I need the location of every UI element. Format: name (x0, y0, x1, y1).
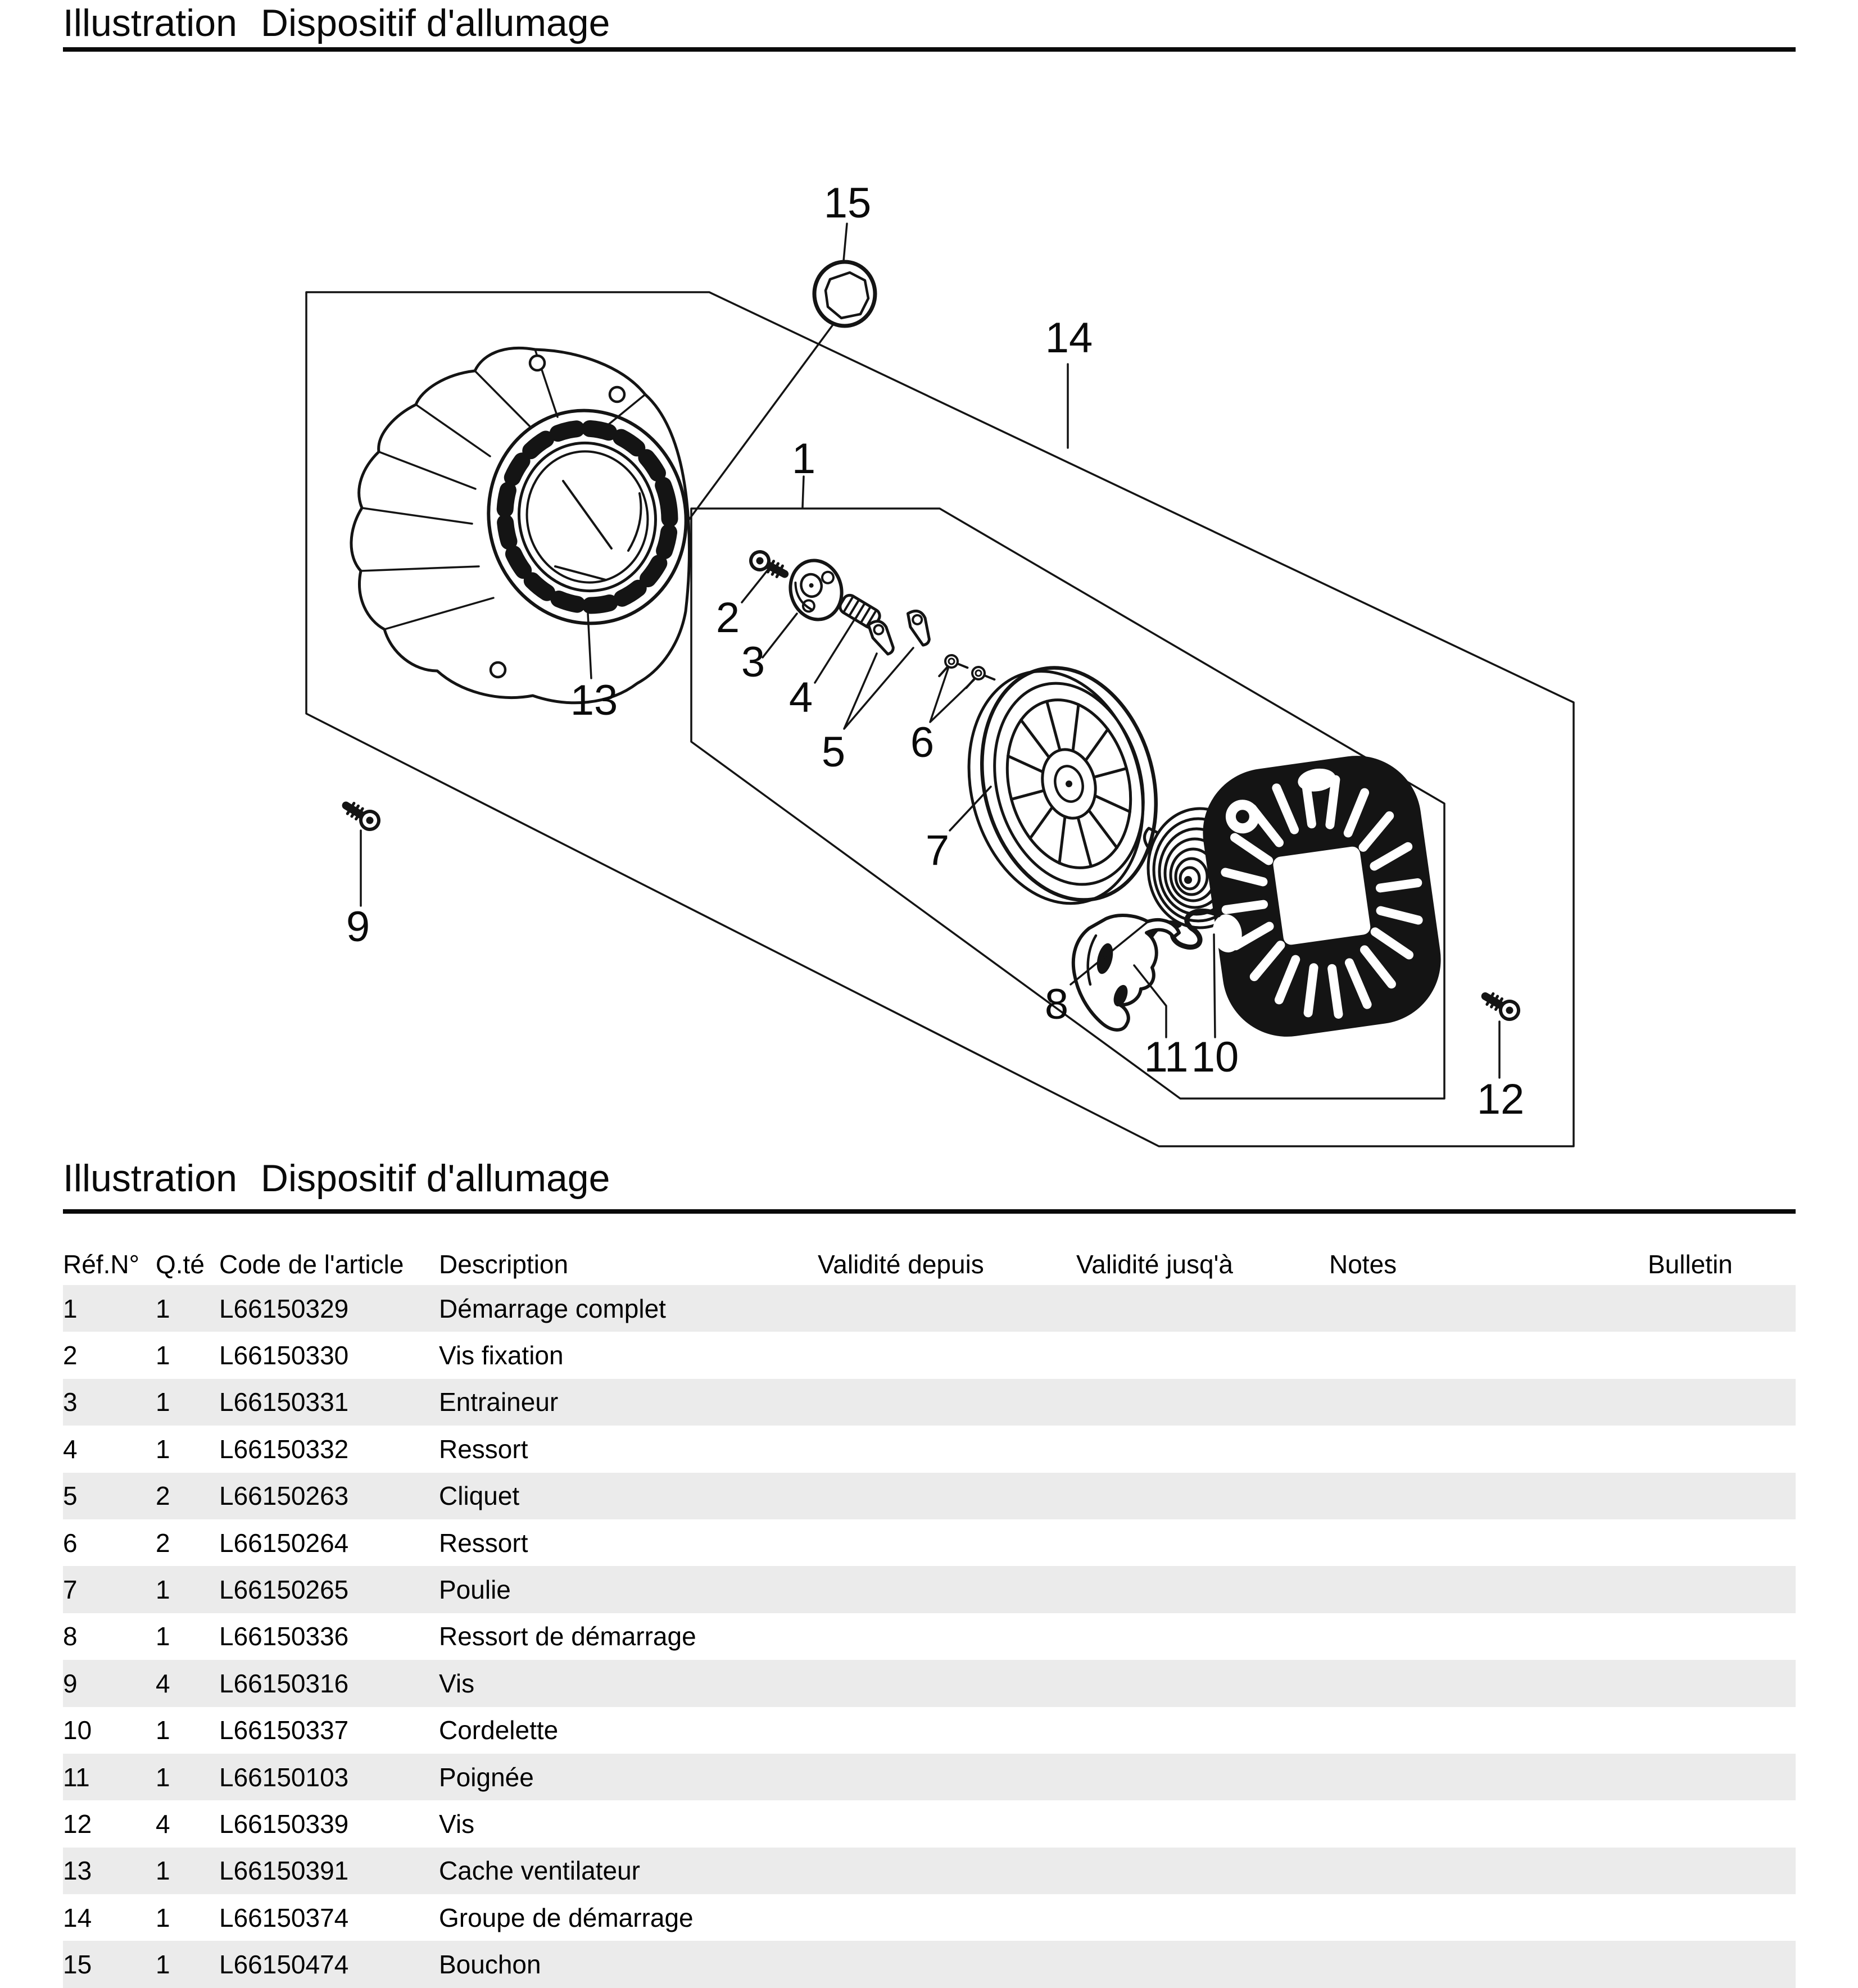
cell-desc: Poignée (439, 1762, 534, 1792)
fan-cover (351, 348, 706, 702)
cell-qty: 1 (156, 1293, 170, 1323)
cell-code: L66150265 (219, 1575, 349, 1605)
section-title-rule (63, 1209, 1796, 1214)
cell-desc: Cordelette (439, 1715, 559, 1745)
table-row (63, 1754, 1796, 1800)
cell-ref: 13 (63, 1856, 92, 1886)
starter-housing (1191, 747, 1449, 1046)
cell-qty: 1 (156, 1715, 170, 1745)
cell-qty: 1 (156, 1387, 170, 1417)
housing-screw (1481, 988, 1522, 1023)
column-header-qty: Q.té (156, 1250, 205, 1279)
cell-desc: Ressort (439, 1528, 528, 1558)
table-header-row (63, 1242, 1796, 1285)
cell-code: L66150391 (219, 1856, 349, 1886)
cell-qty: 4 (156, 1668, 170, 1698)
table-row (63, 1941, 1796, 1987)
cell-code: L66150330 (219, 1341, 349, 1370)
cell-ref: 2 (63, 1341, 78, 1370)
page-title-label: Illustration (63, 2, 237, 44)
cell-ref: 12 (63, 1809, 92, 1839)
cell-ref: 14 (63, 1903, 92, 1932)
cell-code: L66150337 (219, 1715, 349, 1745)
cell-qty: 1 (156, 1762, 170, 1792)
table-row (63, 1894, 1796, 1941)
cell-ref: 5 (63, 1481, 78, 1511)
cell-qty: 1 (156, 1903, 170, 1932)
callout-14: 14 (1045, 314, 1093, 362)
cell-ref: 7 (63, 1575, 78, 1605)
cell-desc: Vis (439, 1809, 475, 1839)
cell-qty: 1 (156, 1434, 170, 1464)
callout-8: 8 (1044, 981, 1069, 1028)
callout-15: 15 (823, 179, 872, 227)
table-row (63, 1379, 1796, 1426)
cell-code: L66150332 (219, 1434, 349, 1464)
table-row (63, 1332, 1796, 1378)
table-row (63, 1426, 1796, 1472)
cell-code: L66150374 (219, 1903, 349, 1932)
table-row (63, 1707, 1796, 1754)
column-header-ref: Réf.N° (63, 1250, 139, 1279)
cell-code: L66150336 (219, 1622, 349, 1651)
cell-desc: Ressort de démarrage (439, 1622, 696, 1651)
cell-code: L66150339 (219, 1809, 349, 1839)
callout-4: 4 (788, 674, 813, 721)
cell-code: L66150263 (219, 1481, 349, 1511)
cell-code: L66150329 (219, 1293, 349, 1323)
cell-desc: Vis fixation (439, 1341, 564, 1370)
cell-desc: Vis (439, 1668, 475, 1698)
column-header-to: Validité jusq'à (1076, 1250, 1233, 1279)
parts-table (63, 1242, 1796, 1988)
cell-qty: 1 (156, 1341, 170, 1370)
column-header-desc: Description (439, 1250, 569, 1279)
column-header-code: Code de l'article (219, 1250, 404, 1279)
callout-7: 7 (925, 827, 950, 874)
cell-ref: 1 (63, 1293, 78, 1323)
section-title-label: Illustration (63, 1157, 237, 1200)
cell-code: L66150264 (219, 1528, 349, 1558)
cell-ref: 3 (63, 1387, 78, 1417)
cover-screw (341, 798, 382, 833)
cell-ref: 10 (63, 1715, 92, 1745)
column-header-from: Validité depuis (818, 1250, 984, 1279)
cell-desc: Entraineur (439, 1387, 559, 1417)
cell-desc: Bouchon (439, 1950, 541, 1980)
cell-desc: Cliquet (439, 1481, 520, 1511)
cell-desc: Démarrage complet (439, 1293, 666, 1323)
callout-10: 10 (1191, 1033, 1239, 1081)
cell-desc: Cache ventilateur (439, 1856, 640, 1886)
table-body (63, 1285, 1796, 1988)
cell-code: L66150103 (219, 1762, 349, 1792)
cell-ref: 6 (63, 1528, 78, 1558)
callout-11: 11 (1144, 1033, 1189, 1081)
plug-cap (687, 262, 875, 523)
table-row (63, 1613, 1796, 1660)
cell-ref: 11 (63, 1762, 90, 1792)
page-title-name: Dispositif d'allumage (260, 2, 610, 44)
table-row (63, 1566, 1796, 1613)
cell-ref: 9 (63, 1668, 78, 1698)
table-row (63, 1848, 1796, 1894)
column-header-bulletin: Bulletin (1648, 1250, 1733, 1279)
section-title (63, 1156, 610, 1200)
cell-qty: 4 (156, 1809, 170, 1839)
cell-desc: Ressort (439, 1434, 528, 1464)
cell-desc: Groupe de démarrage (439, 1903, 694, 1932)
cell-ref: 4 (63, 1434, 78, 1464)
table-row (63, 1285, 1796, 1332)
cell-qty: 2 (156, 1481, 170, 1511)
callout-1: 1 (791, 435, 816, 483)
callout-5: 5 (821, 728, 846, 776)
callout-6: 6 (910, 719, 935, 766)
table-row (63, 1800, 1796, 1847)
cell-ref: 15 (63, 1950, 92, 1980)
callout-13: 13 (570, 677, 618, 724)
table-row (63, 1660, 1796, 1706)
callout-2: 2 (715, 594, 740, 642)
column-header-notes: Notes (1329, 1250, 1397, 1279)
table-row (63, 1519, 1796, 1566)
cell-code: L66150331 (219, 1387, 349, 1417)
cell-qty: 1 (156, 1856, 170, 1886)
cell-desc: Poulie (439, 1575, 511, 1605)
table-row (63, 1473, 1796, 1519)
cell-code: L66150316 (219, 1668, 349, 1698)
cell-qty: 1 (156, 1950, 170, 1980)
section-title-name: Dispositif d'allumage (260, 1157, 610, 1200)
callout-12: 12 (1476, 1075, 1525, 1123)
cell-code: L66150474 (219, 1950, 349, 1980)
cell-qty: 1 (156, 1575, 170, 1605)
callout-3: 3 (741, 638, 765, 686)
callout-9: 9 (346, 903, 370, 951)
cell-qty: 1 (156, 1622, 170, 1651)
cell-qty: 2 (156, 1528, 170, 1558)
cell-ref: 8 (63, 1622, 78, 1651)
